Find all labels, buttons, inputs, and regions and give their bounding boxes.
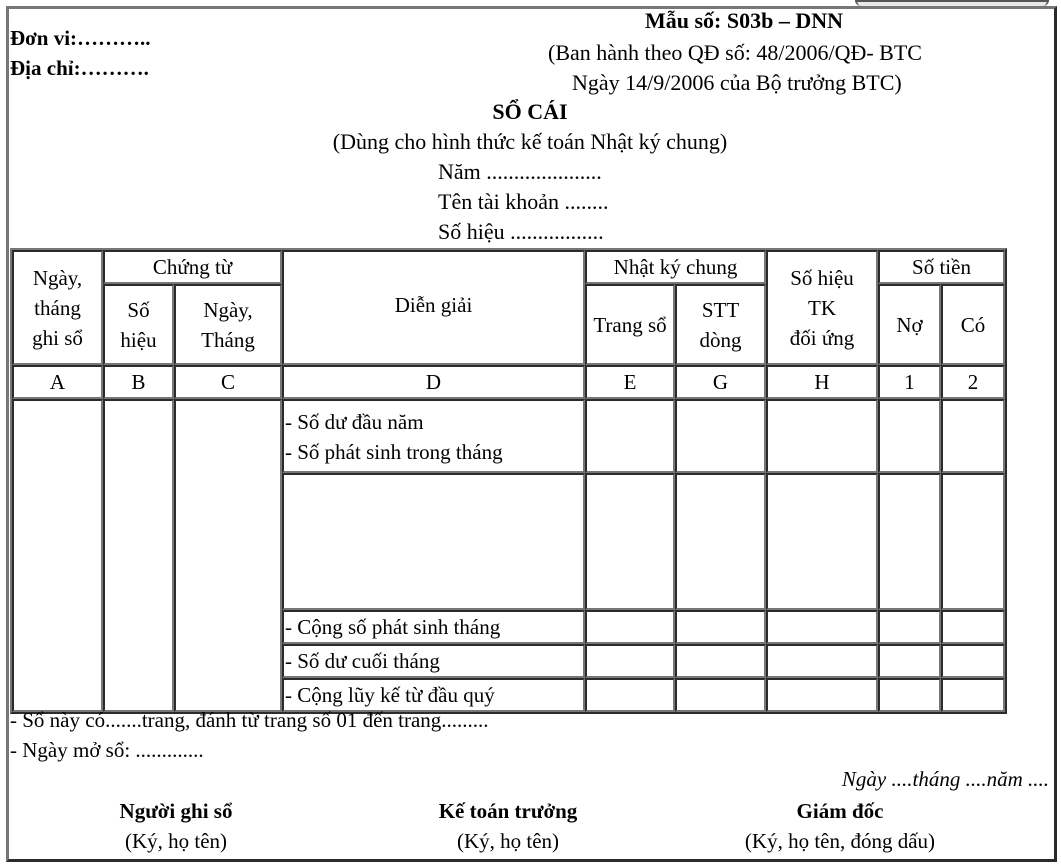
header-text: hiệu: [120, 327, 157, 352]
header-text: TK: [808, 295, 836, 320]
cell-debit[interactable]: [878, 610, 941, 644]
row-label-opening-balance: - Số dư đầu năm: [285, 410, 424, 434]
column-code: A: [12, 365, 103, 399]
cell-debit[interactable]: [878, 473, 941, 610]
cell-debit[interactable]: [878, 399, 941, 473]
header-voucher-group: Chứng từ: [103, 250, 282, 284]
issued-by-line2: Ngày 14/9/2006 của Bộ trưởng BTC): [572, 70, 902, 95]
signature-chief-accountant: [378, 796, 638, 856]
cell-credit[interactable]: [941, 399, 1005, 473]
column-code: E: [585, 365, 675, 399]
signature-recorder: [46, 796, 306, 856]
row-label-quarter-cumulative[interactable]: - Cộng lũy kế từ đầu quý: [282, 678, 585, 712]
year-field: Năm .....................: [438, 159, 602, 184]
cell-contra-account[interactable]: [766, 473, 878, 610]
header-amount-group: Số tiền: [878, 250, 1005, 284]
page-subtitle: (Dùng cho hình thức kế toán Nhật ký chung): [332, 129, 728, 154]
cell-credit[interactable]: [941, 678, 1005, 712]
header-journal-page: Trang sổ: [585, 284, 675, 365]
signature-role: Kế toán trưởng: [438, 799, 578, 823]
open-date-note: - Ngày mở sổ: .............: [10, 738, 204, 762]
cell-voucher-number[interactable]: [103, 399, 174, 712]
cell-credit[interactable]: [941, 473, 1005, 610]
cell-credit[interactable]: [941, 644, 1005, 678]
signature-hint: (Ký, họ tên): [456, 829, 560, 853]
cell-date-recorded[interactable]: [12, 399, 103, 712]
table-row: [12, 399, 1005, 473]
header-credit: Có: [941, 284, 1005, 365]
ledger-table: [10, 248, 1007, 714]
header-text: STT: [701, 297, 740, 322]
header-contra-account: [766, 250, 878, 365]
column-code: D: [282, 365, 585, 399]
header-text: Ngày,: [32, 265, 83, 290]
header-text: tháng: [34, 295, 81, 320]
cell-debit[interactable]: [878, 644, 941, 678]
header-text: Số: [127, 297, 150, 322]
cell-contra-account[interactable]: [766, 678, 878, 712]
header-debit: Nợ: [878, 284, 941, 365]
cell-journal-page[interactable]: [585, 610, 675, 644]
header-voucher-number: [103, 284, 174, 365]
cell-contra-account[interactable]: [766, 399, 878, 473]
issued-by-line1: (Ban hành theo QĐ số: 48/2006/QĐ- BTC: [548, 40, 922, 65]
column-code: 2: [941, 365, 1005, 399]
row-label-closing-balance[interactable]: - Số dư cuối tháng: [282, 644, 585, 678]
column-code: 1: [878, 365, 941, 399]
header-description: Diễn giải: [282, 250, 585, 365]
cell-journal-page[interactable]: [585, 399, 675, 473]
cell-journal-line[interactable]: [675, 644, 766, 678]
signature-director: [710, 796, 970, 856]
header-journal-group: Nhật ký chung: [585, 250, 766, 284]
column-code: B: [103, 365, 174, 399]
column-code: C: [174, 365, 282, 399]
cell-journal-line[interactable]: [675, 610, 766, 644]
row-label-monthly-total[interactable]: - Cộng số phát sinh tháng: [282, 610, 585, 644]
cell-journal-page[interactable]: [585, 644, 675, 678]
page-count-note: - Sổ này có.......trang, đánh từ trang số 01 đến trang.........: [10, 708, 489, 732]
header-voucher-date: [174, 284, 282, 365]
address-label: Địa chỉ:……….: [10, 56, 149, 80]
unit-label: Đơn vi:………..: [10, 26, 151, 50]
cell-journal-line[interactable]: [675, 399, 766, 473]
signature-hint: (Ký, họ tên): [124, 829, 228, 853]
header-text: dòng: [699, 327, 742, 352]
signature-hint: (Ký, họ tên, đóng dấu): [744, 829, 936, 853]
row-label-monthly-activity: - Số phát sinh trong tháng: [285, 440, 503, 464]
column-code: H: [766, 365, 878, 399]
column-code-row: [12, 365, 1005, 399]
header-text: ghi sổ: [32, 325, 83, 350]
header-journal-line: [675, 284, 766, 365]
header-text: Ngày,: [203, 297, 253, 322]
cell-voucher-date[interactable]: [174, 399, 282, 712]
header-date-recorded: [12, 250, 103, 365]
page-title: SỔ CÁI: [492, 99, 568, 124]
cell-description[interactable]: [282, 473, 585, 610]
signature-role: Người ghi sổ: [119, 799, 233, 823]
cell-contra-account[interactable]: [766, 644, 878, 678]
cell-journal-page[interactable]: [585, 473, 675, 610]
cell-credit[interactable]: [941, 610, 1005, 644]
form-number: Mẫu số: S03b – DNN: [645, 8, 844, 33]
account-number-field: Số hiệu .................: [438, 219, 604, 244]
cell-debit[interactable]: [878, 678, 941, 712]
header-text: Tháng: [201, 327, 255, 352]
cell-description[interactable]: [282, 399, 585, 473]
signature-role: Giám đốc: [796, 799, 884, 823]
cell-contra-account[interactable]: [766, 610, 878, 644]
cell-journal-line[interactable]: [675, 678, 766, 712]
signature-date-line: Ngày ....tháng ....năm ....: [841, 767, 1049, 791]
cell-journal-page[interactable]: [585, 678, 675, 712]
column-code: G: [675, 365, 766, 399]
cell-journal-line[interactable]: [675, 473, 766, 610]
header-text: đối ứng: [789, 325, 855, 350]
account-name-field: Tên tài khoản ........: [438, 189, 609, 214]
header-text: Số hiệu: [790, 265, 854, 290]
